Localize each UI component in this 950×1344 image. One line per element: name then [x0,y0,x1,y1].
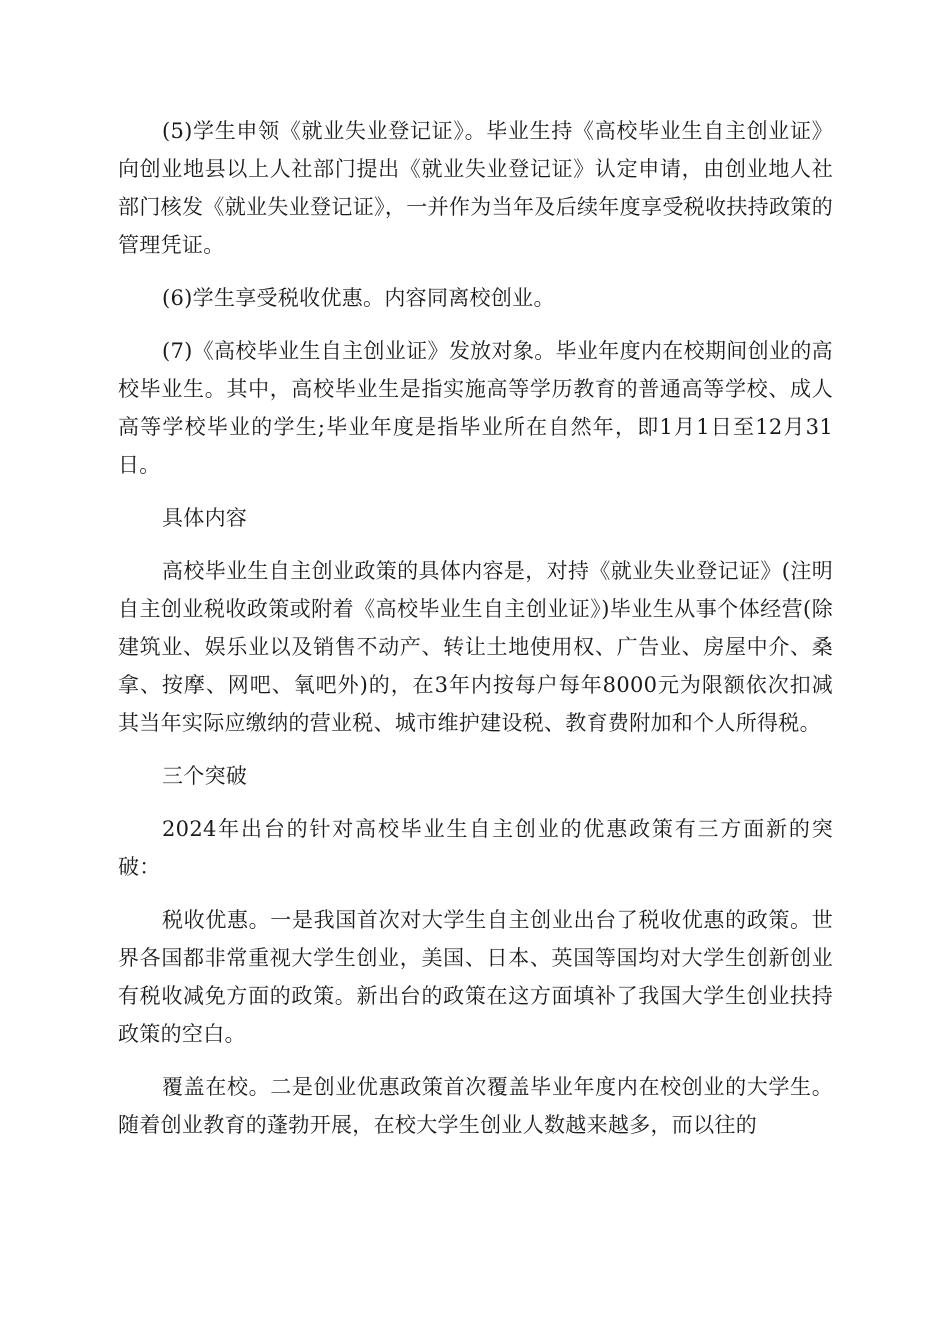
paragraph-policy-details: 高校毕业生自主创业政策的具体内容是，对持《就业失业登记证》(注明自主创业税收政策或附着《高校毕业生自主创业证》)毕业生从事个体经营(除建筑业、娱乐业以及销售不动产、转让土地使用权、广告业、房屋中介、桑拿、按摩、网吧、氧吧外)的，在3年内按每户每年8000元为限额依次扣减其当年实际应缴纳的营业税、城市维护建设税、教育费附加和个人所得税。 [118,559,833,735]
paragraph-certificate-recipients: (7)《高校毕业生自主创业证》发放对象。毕业年度内在校期间创业的高校毕业生。其中，高校毕业生是指实施高等学历教育的普通高等学校、成人高等学校毕业的学生;毕业年度是指毕业所在自然年，即1月1日至12月31日。 [118,339,833,477]
section-heading-three-breakthroughs: 三个突破 [162,764,248,788]
document-body [118,112,833,1159]
paragraph-tax-benefit: (6)学生享受税收优惠。内容同离校创业。 [162,286,555,310]
paragraph-breakthrough-intro: 2024年出台的针对高校毕业生自主创业的优惠政策有三方面新的突破： [118,817,833,879]
paragraph-covering-in-school: 覆盖在校。二是创业优惠政策首次覆盖毕业年度内在校创业的大学生。随着创业教育的蓬勃开展，在校大学生创业人数越来越多，而以往的 [118,1075,833,1137]
paragraph-student-apply-certificate: (5)学生申领《就业失业登记证》。毕业生持《高校毕业生自主创业证》向创业地县以上人社部门提出《就业失业登记证》认定申请，由创业地人社部门核发《就业失业登记证》，一并作为当年及后续年度享受税收扶持政策的管理凭证。 [118,119,833,257]
section-heading-specific-content: 具体内容 [162,506,248,530]
paragraph-tax-incentive: 税收优惠。一是我国首次对大学生自主创业出台了税收优惠的政策。世界各国都非常重视大学生创业，美国、日本、英国等国均对大学生创新创业有税收减免方面的政策。新出台的政策在这方面填补了我国大学生创业扶持政策的空白。 [118,908,833,1046]
